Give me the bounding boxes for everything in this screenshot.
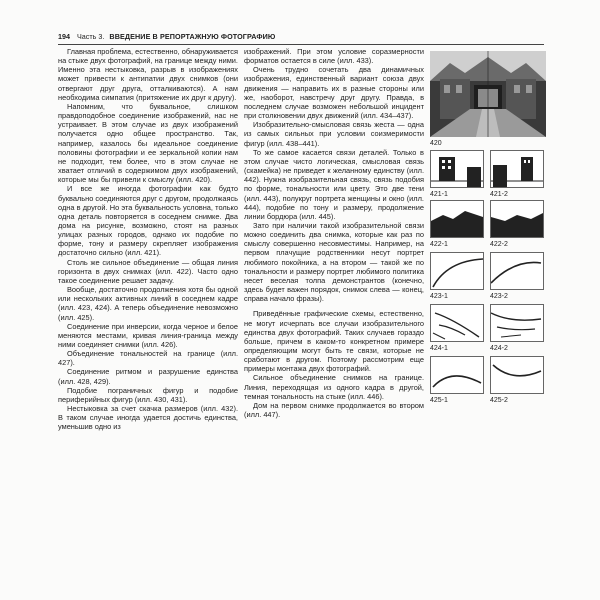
paragraph: Зато при наличии такой изобразительной связи можно соединить два снимка, которые как раз по смыслу совершенно несовместимы. Например, на первом плачущие родственники несут портрет любимого покойника, а на втором — такой же по тональности и размеру портрет любимого политика несет веселая толпа демонстрантов (конечно, здесь будет важен порядок, снимок слева — конец, справа начало фразы). — [244, 220, 424, 304]
figure-label-420: 420 — [430, 140, 442, 147]
figure-label-425-1: 425-1 — [430, 397, 448, 404]
paragraph: И все же иногда фотографии как будто буквально соединяются друг с другом, продолжаясь одна в другой. Но эта буквальность условна, только одна деталь повторяется в соседнем снимке. Два дома на рисунке, возможно, стоят на разных улицах разных городов, однако их подобие по форме, тону и размеру скрепляет изображения достаточно сильно (илл. 421). — [58, 184, 238, 258]
paragraph: Столь же сильное объединение — общая линия горизонта в двух снимках (илл. 422). Часто одно такое соединение решает задачу. — [58, 257, 238, 285]
paragraph: То же самое касается связи деталей. Только в этом случае чисто логическая, смысловая связь (скамейка) не приведет к желанному единству (илл. 442). Нужна изобразительная связь, связь подобия по форме, тональности или цвету. Это две тени (илл. 443), полукруг портрета женщины и окно (илл. 444), подобие по тону и размеру, продолжение линии бордюра (илл. 445). — [244, 147, 424, 221]
paragraph: Вообще, достаточно продолжения хотя бы одной или нескольких активных линий в соседнем кадре (илл. 423, 424). А теперь объединение невозможно (илл. 425). — [58, 285, 238, 322]
paragraph: Объединение тональностей на границе (илл. 427). — [58, 349, 238, 368]
paragraph: Сильное объединение снимков на границе. Линия, переходящая из одного кадра в другой, темная тональность на стыке (илл. 446). — [244, 373, 424, 401]
paragraph: Соединение ритмом и разрушение единства (илл. 428, 429). — [58, 367, 238, 386]
figure-label-424-2: 424-2 — [490, 345, 508, 352]
chapter-title: ВВЕДЕНИЕ В РЕПОРТАЖНУЮ ФОТОГРАФИЮ — [109, 32, 276, 41]
paragraph: Изобразительно-смысловая связь жеста — одна из самых сильных при условии соизмеримости фигур (илл. 438–441). — [244, 120, 424, 148]
text-column-right — [244, 47, 424, 587]
paragraph: Соединение при инверсии, когда черное и белое меняются местами, кривая линия-граница между ними соединяет снимки (илл. 426). — [58, 321, 238, 349]
figure-label-423-2: 423-2 — [490, 293, 508, 300]
paragraph: Главная проблема, естественно, обнаруживается на стыке двух фотографий, на границе между ними. Именно эта нестыковка, разрыв в изображениях может привести к антипатии двух снимков (они отвергают друг друга, отталкиваются). А нам необходима симпатия (притяжение их друг к другу). — [58, 47, 238, 102]
diagram-422-2 — [490, 200, 544, 238]
figure-label-421-2: 421-2 — [490, 191, 508, 198]
diagram-424-1 — [430, 304, 484, 342]
diagram-425-1 — [430, 356, 484, 394]
diagram-423-2 — [490, 252, 544, 290]
chapter-label: Часть 3. — [77, 32, 105, 41]
figure-label-422-2: 422-2 — [490, 241, 508, 248]
diagram-424-2 — [490, 304, 544, 342]
mirrored-street-photo — [430, 51, 546, 137]
figure-label-421-1: 421-1 — [430, 191, 448, 198]
figure-label-425-2: 425-2 — [490, 397, 508, 404]
text-column-left — [58, 47, 238, 587]
diagram-423-1 — [430, 252, 484, 290]
running-header — [58, 32, 544, 45]
paragraph: Нестыковка за счет скачка размеров (илл. 432). В таком случае иногда удается достичь единства, уменьшив одно из — [58, 404, 238, 432]
diagram-421-1 — [430, 150, 484, 188]
page-number: 194 — [58, 32, 70, 41]
paragraph: Дом на первом снимке продолжается во втором (илл. 447). — [244, 400, 424, 420]
paragraph: изображений. При этом условие соразмерности форматов остается в силе (илл. 433). — [244, 47, 424, 66]
figure-label-423-1: 423-1 — [430, 293, 448, 300]
diagram-421-2 — [490, 150, 544, 188]
figure-label-422-1: 422-1 — [430, 241, 448, 248]
figure-label-424-1: 424-1 — [430, 345, 448, 352]
diagram-425-2 — [490, 356, 544, 394]
diagram-422-1 — [430, 200, 484, 238]
paragraph: Очень трудно сочетать два динамичных изображения, единственный вариант союза двух движения — направить их в разные стороны или же, наоборот, навстречу друг другу. Правда, в последнем случае возможен небольшой инцидент при столкновении двух движений (илл. 434–437). — [244, 65, 424, 121]
paragraph: Приведённые графические схемы, естественно, не могут исчерпать все случаи изобразительного единства двух фотографий. Таких случаев гораздо больше, причем в каком-то конкретном примере определяющим могут быть те связи, которые не сработают в другом. Поэтому рассмотрим еще примеры монтажа двух фотографий. — [244, 309, 424, 374]
paragraph: Напомним, что буквальное, слишком правдоподобное соединение изображений, нас не устраивает. В этом случае из двух изображений получается одно общее пространство. Так, например, казалось бы идеальное соединение половины фотографии и ее зеркальной копии нам не подходит, тем более, что в этом случае не хватает отличий в содержимом двух изображений, которые мы бы привели к смыслу (илл. 420). — [58, 101, 238, 185]
paragraph: Подобие пограничных фигур и подобие периферийных фигур (илл. 430, 431). — [58, 385, 238, 404]
